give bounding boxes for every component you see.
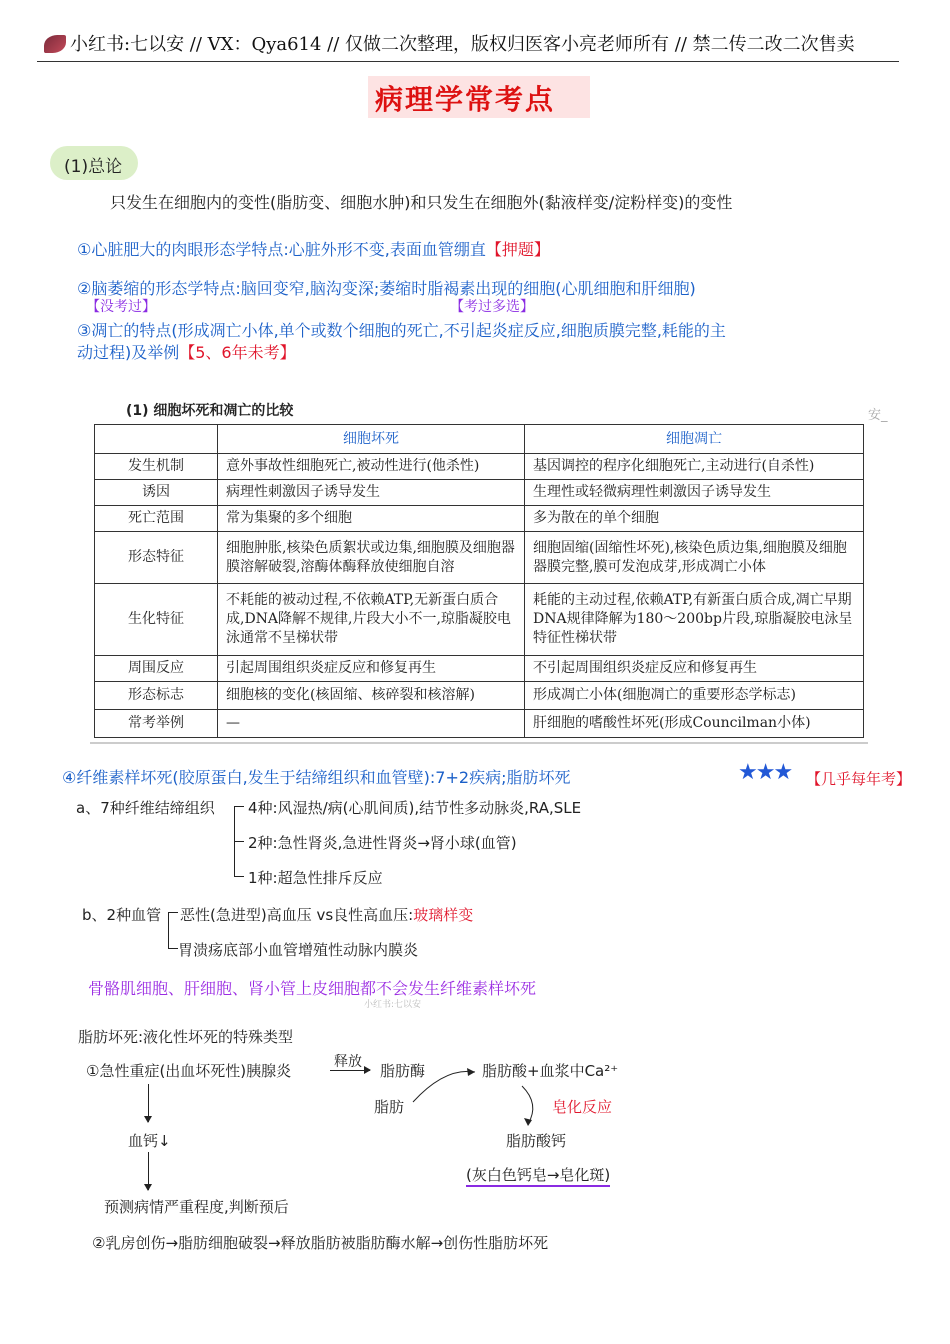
table-cell: 引起周围组织炎症反应和修复再生 [218, 656, 525, 682]
table-cell: 死亡范围 [95, 506, 218, 532]
intro-text: 只发生在细胞内的变性(脂肪变、细胞水肿)和只发生在细胞外(黏液样变/淀粉样变)的变性 [110, 193, 733, 212]
b-item-1 [180, 904, 473, 925]
table-row [95, 454, 864, 480]
a-label: a、7种纤维结缔组织 [76, 799, 215, 817]
point-1 [77, 237, 550, 260]
a-item-2: 2种:急性肾炎,急进性肾炎→肾小球(血管) [248, 834, 517, 852]
lipase-label: 脂肪酶 [380, 1062, 426, 1080]
release-arrow [330, 1070, 370, 1071]
point-3-text: ③凋亡的特点(形成凋亡小体,单个或数个细胞的死亡,不引起炎症反应,细胞质膜完整,耗能的主 [77, 321, 726, 340]
a-item-3: 1种:超急性排斥反应 [248, 869, 383, 887]
page-title: 病理学常考点 [375, 83, 556, 116]
table-cell: 意外事故性细胞死亡,被动性进行(他杀性) [218, 454, 525, 480]
table-row [95, 506, 864, 532]
b-item-2: 胃溃疡底部小血管增殖性动脉内膜炎 [178, 941, 419, 959]
table-cell: 病理性刺激因子诱导发生 [218, 480, 525, 506]
table-row [95, 532, 864, 584]
point-2-text: ②脑萎缩的形态学特点:脑回变窄,脑沟变深;萎缩时脂褐素出现的细胞(心肌细胞和肝细胞) [77, 279, 696, 298]
point-4-tag: 【几乎每年考】 [806, 770, 912, 788]
table-bottom-rule [90, 742, 868, 744]
table-cell: 不耗能的被动过程,不依赖ATP,无新蛋白质合成,DNA降解不规律,片段大小不一,琼脂凝胶电泳通常不呈梯状带 [218, 584, 525, 656]
table-cell: 生化特征 [95, 584, 218, 656]
table-caption: (1) 细胞坏死和凋亡的比较 [126, 403, 294, 419]
header-divider [37, 61, 899, 62]
section-label: (1)总论 [64, 157, 123, 177]
table-cell: 多为散在的单个细胞 [525, 506, 864, 532]
table-cell: 形成凋亡小体(细胞凋亡的重要形态学标志) [525, 682, 864, 710]
a-tick [234, 841, 244, 842]
b-item-1-red: 玻璃样变 [413, 906, 474, 924]
table-cell: 周围反应 [95, 656, 218, 682]
p4-note: 骨骼肌细胞、肝细胞、肾小管上皮细胞都不会发生纤维素样坏死 [88, 979, 537, 998]
b-label: b、2种血管 [82, 906, 162, 924]
fat-to-acid-arrow [405, 1062, 505, 1112]
table-cell: 发生机制 [95, 454, 218, 480]
point-1-tag: 【押题】 [485, 240, 550, 259]
point-2-tag-2: 【考过多选】 [450, 299, 534, 315]
table-cell: 常为集聚的多个细胞 [218, 506, 525, 532]
table-row [95, 480, 864, 506]
leaf-icon [44, 35, 66, 53]
fa-calcium-label: 脂肪酸钙 [506, 1132, 567, 1150]
table-cell: 细胞核的变化(核固缩、核碎裂和核溶解) [218, 682, 525, 710]
down-arrow-1 [148, 1084, 149, 1122]
comparison-table [94, 424, 864, 738]
b-tick [168, 948, 178, 949]
stars-rating: ★★★ [738, 760, 792, 785]
fat-step-2: ②乳房创伤→脂肪细胞破裂→释放脂肪被脂肪酶水解→创伤性脂肪坏死 [92, 1234, 549, 1252]
table-header-cell: 细胞坏死 [218, 425, 525, 454]
note-watermark: 小红书:七以安 [364, 1000, 422, 1010]
b-bracket [168, 912, 169, 948]
table-cell: 肝细胞的嗜酸性坏死(形成Councilman小体) [525, 710, 864, 738]
header-label: 小红书:七以安 // VX：Qya614 // 仅做二次整理，版权归医客小亮老师所有 // 禁二传二改二次售卖 [70, 34, 855, 55]
release-label: 释放 [334, 1054, 362, 1070]
point-3-text-2: 动过程)及举例 [77, 343, 180, 362]
saponify-arrow [510, 1082, 550, 1132]
calcium-label: 血钙↓ [128, 1132, 171, 1150]
table-cell: 细胞肿胀,核染色质絮状或边集,细胞膜及细胞器膜溶解破裂,溶酶体酶释放使细胞自溶 [218, 532, 525, 584]
table-cell: 细胞固缩(固缩性坏死),核染色质边集,细胞膜及细胞器膜完整,膜可发泡成芽,形成凋亡小体 [525, 532, 864, 584]
b-tick [168, 912, 178, 913]
table-cell: — [218, 710, 525, 738]
table-row [95, 656, 864, 682]
table-cell: 形态标志 [95, 682, 218, 710]
a-item-1: 4种:风湿热/病(心肌间质),结节性多动脉炎,RA,SLE [248, 799, 582, 817]
point-3-line-2 [77, 340, 296, 363]
table-cell: 不引起周围组织炎症反应和修复再生 [525, 656, 864, 682]
b-item-1-text: 恶性(急进型)高血压 vs良性高血压: [180, 906, 414, 924]
table-row [95, 682, 864, 710]
a-tick [234, 806, 244, 807]
table-header-cell: 细胞凋亡 [525, 425, 864, 454]
point-1-text: ①心脏肥大的肉眼形态学特点:心脏外形不变,表面血管绷直 [77, 240, 486, 259]
soap-label: (灰白色钙皂→皂化斑) [466, 1164, 610, 1187]
table-row [95, 710, 864, 738]
a-tick [234, 876, 244, 877]
table-row [95, 584, 864, 656]
table-cell: 基因调控的程序化细胞死亡,主动进行(自杀性) [525, 454, 864, 480]
fatty-acid-label: 脂肪酸+血浆中Ca²⁺ [482, 1062, 619, 1080]
table-header-cell [95, 425, 218, 454]
point-2-tag-1: 【没考过】 [86, 299, 156, 315]
prognosis-label: 预测病情严重程度,判断预后 [104, 1198, 289, 1216]
down-arrow-2 [148, 1152, 149, 1190]
fat-step-1: ①急性重症(出血坏死性)胰腺炎 [86, 1062, 292, 1080]
table-header-row [95, 425, 864, 454]
table-cell: 耗能的主动过程,依赖ATP,有新蛋白质合成,凋亡早期DNA规律降解为180～200bp片段,琼脂凝胶电泳呈特征性梯状带 [525, 584, 864, 656]
saponify-label: 皂化反应 [552, 1098, 613, 1116]
fat-heading: 脂肪坏死:液化性坏死的特殊类型 [78, 1028, 294, 1046]
table-watermark: 安_ [868, 408, 888, 423]
header-text [44, 30, 855, 56]
fat-label: 脂肪 [374, 1098, 405, 1116]
table-cell: 形态特征 [95, 532, 218, 584]
table-cell: 生理性或轻微病理性刺激因子诱导发生 [525, 480, 864, 506]
table-cell: 诱因 [95, 480, 218, 506]
table-cell: 常考举例 [95, 710, 218, 738]
point-3-tag: 【5、6年未考】 [179, 343, 296, 362]
point-4-text: ④纤维素样坏死(胶原蛋白,发生于结缔组织和血管壁):7+2疾病;脂肪坏死 [62, 768, 571, 787]
